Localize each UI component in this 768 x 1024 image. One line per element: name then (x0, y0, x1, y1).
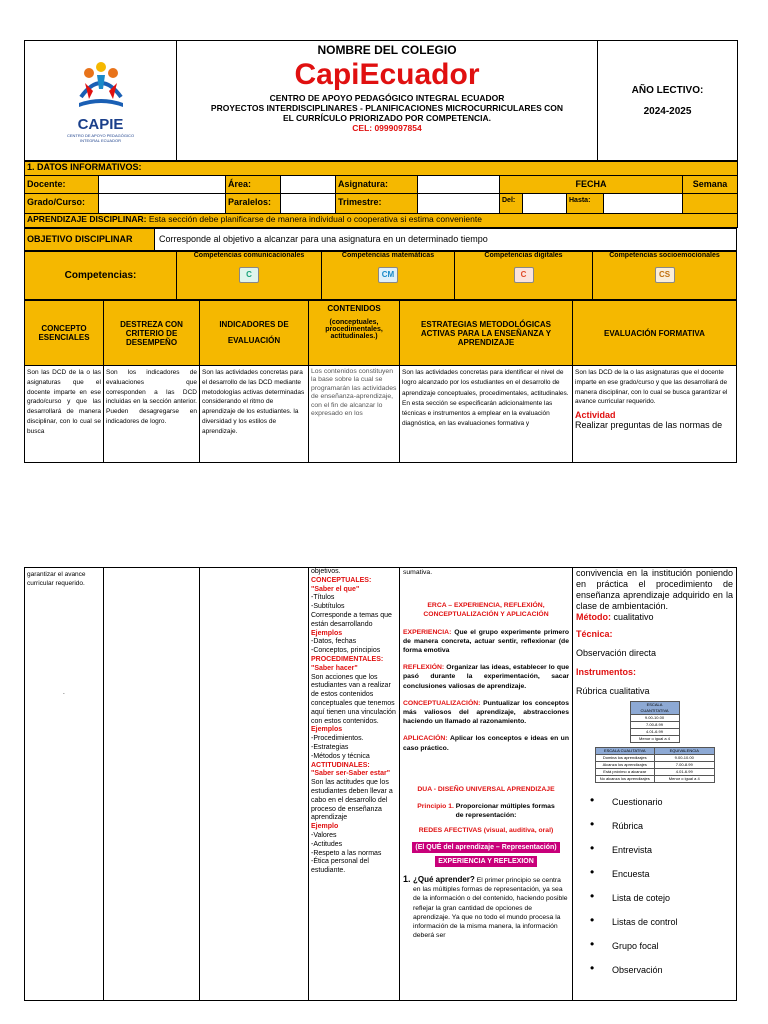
docente-field[interactable] (99, 176, 226, 194)
row1-estrategias: Son las actividades concretas para identificar el nivel de logro alcanzado por los estudiantes en el desarrollo de aprendizaje conceptuales, procedimentales, actitudinales. En esta sección se especificarán adicionalmente las técnicas e instrumentos a emplear en la evaluación diagnóstica, en las evaluaciones formativa y (400, 366, 573, 463)
cont-p3: Son las actitudes que los estudiantes deben llevar a cabo en el desarrollo del proceso de enseñanza aprendizaje (311, 779, 393, 822)
p2-estrategias (400, 568, 573, 1001)
instr-label: Instrumentos: (576, 667, 637, 677)
cont-l3-3: -Ética personal del estudiante. (311, 858, 369, 875)
cont-h2: PROCEDIMENTALES: (311, 655, 384, 663)
scale2-r0-1: 9.00-10.00 (655, 755, 715, 762)
asignatura-label: Asignatura: (336, 176, 418, 194)
instrument-list (590, 797, 733, 976)
aprendizaje-label: APRENDIZAJE DISCIPLINAR: (27, 214, 147, 224)
cont-h1: CONCEPTUALES: (311, 576, 372, 584)
phone-number: CEL: 0999097854 (352, 123, 422, 133)
capie-logo-icon (71, 59, 131, 111)
logo-subtitle: CENTRO DE APOYO PEDAGÓGICO INTEGRAL ECUADOR (66, 132, 135, 143)
paralelos-field[interactable] (281, 194, 336, 214)
cont-l3-1: -Actitudes (311, 840, 343, 848)
scale1-r0: 9.00-10.00 (630, 715, 679, 722)
row1-indicadores: Son las actividades concretas para el desarrollo de las DCD mediante metodologías activas determinadas considerando el ritmo de aprendizaje de los estudiantes. la diversidad y los estilos de aprendizaje. (200, 366, 309, 463)
p2-concepto-text: garantizar el avance curricular requerido. (27, 571, 86, 587)
semana-label: Semana (683, 176, 738, 194)
bullet-lista-cotejo: • Lista de cotejo (590, 893, 733, 904)
scale1-head: ESCALA CUANTITATIVA (630, 702, 679, 715)
q-text: El primer principio se centra en las múltiples formas de representación, ya sea de la información o del contenido, haciendo posible reflejar la gran cantidad de opciones de aprendizaje. Ya que no todo el mundo procesa la información de la misma manera, la información deberá ser (413, 877, 568, 940)
year-cell (598, 41, 738, 161)
col-concepto: CONCEPTO ESENCIALES (25, 301, 104, 366)
actividad-text: Realizar preguntas de las normas de (575, 419, 723, 430)
comp-socioemocionales (593, 252, 737, 300)
cont-h3: ACTITUDINALES: (311, 761, 370, 769)
section-1-title: 1. DATOS INFORMATIVOS: (25, 162, 738, 176)
cont-l1-1: -Subtítulos (311, 603, 345, 611)
p2-dot: . (63, 689, 65, 696)
header-table (24, 40, 738, 161)
scale2-r2-0: Está próximo a alcanzar (595, 769, 655, 776)
col-evaluacion: EVALUACIÓN FORMATIVA (573, 301, 737, 366)
matematicas-icon: CM (378, 267, 398, 283)
scale2-r3-1: Menor o igual a 4 (655, 776, 715, 783)
con-label: CONCEPTUALIZACIÓN: (403, 699, 481, 707)
paralelos-label: Paralelos: (226, 194, 281, 214)
semana-field[interactable] (683, 194, 738, 214)
comp-digitales-label: Competencias digitales (484, 252, 563, 259)
row1-contenidos: Los contenidos constituyen la base sobre la cual se programarán las actividades de enseñanza-aprendizaje, con el fin de alcanzar lo expresado en los (309, 366, 400, 463)
apl-text: Aplicar los conceptos e ideas en un caso práctico. (403, 735, 569, 752)
cont-l2-2: -Métodos y técnica (311, 752, 370, 760)
digitales-icon: C (514, 267, 534, 283)
cont-e3: Ejemplo (311, 823, 339, 831)
school-label: NOMBRE DEL COLEGIO (317, 43, 457, 57)
q-label: ¿Qué aprender? (413, 875, 475, 885)
col-contenidos-sub: (conceptuales, procedimentales, actitudinales.) (325, 319, 383, 340)
comp-comunicacionales-label: Competencias comunicacionales (193, 252, 305, 259)
metodo-label: Método: (576, 612, 611, 622)
competencias-table (24, 251, 737, 300)
page-1 (24, 40, 737, 463)
aprendizaje-row (25, 214, 738, 228)
capie-logo (25, 59, 176, 143)
school-name: CapiEcuador (294, 58, 480, 91)
scale1-r3: Menor o igual a 4 (630, 736, 679, 743)
row1-destreza: Son los indicadores de evaluaciones que corresponden a las DCD incluidas en la sección anterior. Pueden desagregarse en indicadores de logro. (104, 366, 200, 463)
comp-matematicas (322, 252, 455, 300)
trimestre-field[interactable] (418, 194, 500, 214)
scale2-r1-1: 7.00-8.99 (655, 762, 715, 769)
bullet-listas-control: • Listas de control (590, 917, 733, 928)
col-destreza: DESTREZA CON CRITERIO DE DESEMPEÑO (104, 301, 200, 366)
planning-table (24, 300, 737, 463)
area-label: Área: (226, 176, 281, 194)
bullet-grupo-focal: • Grupo focal (590, 941, 733, 952)
exp-block (403, 628, 569, 656)
badge-representacion: (El QUÉ del aprendizaje – Representación) (412, 842, 559, 853)
logo-text: CAPIE (77, 115, 124, 133)
scale2-r3-0: No alcanza los aprendizajes (595, 776, 655, 783)
cont-l1b-0: -Datos, fechas (311, 638, 357, 646)
bullet-observacion: • Observación (590, 965, 733, 976)
cont-l3-2: -Respeto a las normas (311, 849, 382, 857)
competencias-label: Competencias: (25, 252, 177, 300)
row1-evaluacion-text: Son las DCD de la o las asignaturas que el docente imparte en ese grado/curso y que las desarrollará de manera disciplinar, con lo cual se busca garantizar el avance curricular requerido. (575, 369, 728, 406)
tecnica-label: Técnica: (576, 629, 613, 639)
con-block (403, 699, 569, 727)
scale2-r1-0: Alcanza los aprendizajes (595, 762, 655, 769)
cont-p0: objetivos. (311, 568, 341, 575)
objetivo-table (24, 228, 737, 251)
logo-cell (25, 41, 177, 161)
col-estrategias: ESTRATEGIAS METODOLÓGICAS ACTIVAS PARA LA ENSEÑANZA Y APRENDIZAJE (400, 301, 573, 366)
center-name: CENTRO DE APOYO PEDAGÓGICO INTEGRAL ECUADOR (269, 93, 505, 103)
info-table (24, 161, 738, 228)
trimestre-label: Trimestre: (336, 194, 418, 214)
cont-q1: "Saber el que" (311, 585, 360, 593)
apl-block (403, 734, 569, 752)
ref-label: REFLEXIÓN: (403, 664, 445, 672)
ref-block (403, 663, 569, 691)
dua-title: DUA - DISEÑO UNIVERSAL APRENDIZAJE (417, 785, 555, 793)
scale2-r2-1: 4.01-6.99 (655, 769, 715, 776)
bullet-cuestionario: • Cuestionario (590, 797, 733, 808)
bullet-rubrica: • Rúbrica (590, 821, 733, 832)
hasta-label: Hasta: (567, 194, 604, 214)
hasta-field[interactable] (604, 194, 683, 214)
aprendizaje-text: Esta sección debe planificarse de manera individual o cooperativa si estima conveniente (148, 214, 482, 224)
principio-text: Proporcionar múltiples formas de representación: (455, 803, 555, 820)
comp-socioemocionales-label: Competencias socioemocionales (609, 252, 720, 259)
ref-text: Organizar las ideas, establecer lo que pasó durante la experimentación, sacar conclusiones valiosas de aprendizaje. (403, 664, 570, 690)
cont-l3-0: -Valores (311, 831, 337, 839)
comunicacionales-icon: C (239, 267, 259, 283)
asignatura-field[interactable] (418, 176, 500, 194)
cont-q3: "Saber ser-Saber estar" (311, 770, 391, 778)
scale-cuantitativa (630, 701, 680, 743)
cont-l2-1: -Estrategias (311, 743, 349, 751)
col-indicadores: INDICADORES DE EVALUACIÓN (200, 301, 309, 366)
row1-concepto: Son las DCD de la o las asignaturas que el docente imparte en ese grado/curso y que las desarrollará de manera disciplinar, con lo cual se busca (25, 366, 104, 463)
cont-e1: Ejemplos (311, 629, 343, 637)
col-contenidos (309, 301, 400, 366)
comp-comunicacionales (177, 252, 322, 300)
objetivo-label: OBJETIVO DISCIPLINAR (25, 229, 155, 251)
area-field[interactable] (281, 176, 336, 194)
grado-field[interactable] (99, 194, 226, 214)
scale1-r2: 4.01-6.99 (630, 729, 679, 736)
cont-p2: Son acciones que los estudiantes van a realizar de estos contenidos conceptuales que tenemos aquí tienen una vinculación con estos contenidos. (311, 673, 396, 725)
erca-title: ERCA – EXPERIENCIA, REFLEXIÓN, CONCEPTUALIZACIÓN Y APLICACIÓN (423, 602, 549, 619)
docente-label: Docente: (25, 176, 99, 194)
comp-matematicas-label: Competencias matemáticas (341, 252, 435, 259)
row1-evaluacion (573, 366, 737, 463)
comp-digitales (455, 252, 593, 300)
scale2-head-1: EQUIVALENCIA (655, 748, 715, 755)
scale1-r1: 7.00-8.99 (630, 722, 679, 729)
p2-evaluacion (573, 568, 737, 1001)
scale-cualitativa (595, 747, 715, 783)
year-label: AÑO LECTIVO: (631, 84, 704, 96)
estr-p0: sumativa. (403, 569, 433, 576)
grado-label: Grado/Curso: (25, 194, 99, 214)
q-num: 1. (403, 874, 411, 885)
p2-concepto (25, 568, 104, 1001)
scale2-head-0: ESCALA CUALITATIVA (595, 748, 655, 755)
cont-q2: "Saber hacer" (311, 664, 358, 672)
cont-l1-2: Corresponde a temas que están desarrollando (311, 611, 392, 628)
projects-text: PROYECTOS INTERDISCIPLINARES - PLANIFICACIONES MICROCURRICULARES CON EL CURRÍCULO PRIORIZADO POR COMPETENCIA. (210, 103, 564, 123)
header-center (177, 41, 598, 161)
p2-indicadores (200, 568, 309, 1001)
cont-e2: Ejemplos (311, 726, 343, 734)
q-block (403, 875, 569, 940)
col-contenidos-title: CONTENIDOS (327, 304, 381, 313)
del-label: Del: (500, 194, 523, 214)
tecnica-text: Observación directa (576, 648, 657, 658)
exp-label: EXPERIENCIA: (403, 628, 452, 636)
p2-contenidos (309, 568, 400, 1001)
cont-l1b-1: -Conceptos, principios (311, 647, 381, 655)
p2-destreza (104, 568, 200, 1001)
scale2-r0-0: Domina los aprendizajes (595, 755, 655, 762)
objetivo-text: Corresponde al objetivo a alcanzar para una asignatura en un determinado tiempo (155, 229, 737, 251)
principio-block (403, 802, 569, 820)
socioemocionales-icon: CS (655, 267, 675, 283)
eval-p0: convivencia en la institución poniendo en práctica el procedimiento de enseñanza aprendizaje adquirido en la clase de ambientación. (576, 568, 733, 611)
actividad-label: Actividad (575, 410, 616, 421)
con-text: Puntualizar los conceptos más valiosos del aprendizaje, abstracciones haciendo un llamado al razonamiento. (403, 699, 569, 726)
badge-experiencia: EXPERIENCIA Y REFLEXION (435, 856, 537, 867)
metodo-block (576, 612, 733, 623)
planning-table-continued (24, 567, 737, 1001)
cont-l1-0: -Títulos (311, 594, 335, 602)
bullet-encuesta: • Encuesta (590, 869, 733, 880)
page-2 (24, 567, 737, 1001)
metodo-text: cualitativo (613, 612, 654, 622)
apl-label: APLICACIÓN: (403, 735, 448, 743)
year-value: 2024-2025 (643, 105, 692, 117)
del-field[interactable] (523, 194, 567, 214)
fecha-label: FECHA (500, 176, 683, 194)
instr-text: Rúbrica cualitativa (576, 686, 650, 696)
cont-l2-0: -Procedimientos. (311, 735, 364, 743)
bullet-entrevista: • Entrevista (590, 845, 733, 856)
exp-text: Que el grupo experimente primero de manera concreta, actuar sentir, reflexionar (de forma emotiva (403, 628, 570, 655)
redes-text: REDES AFECTIVAS (visual, auditiva, oral) (418, 827, 554, 835)
principio-label: Principio 1. (417, 803, 454, 811)
